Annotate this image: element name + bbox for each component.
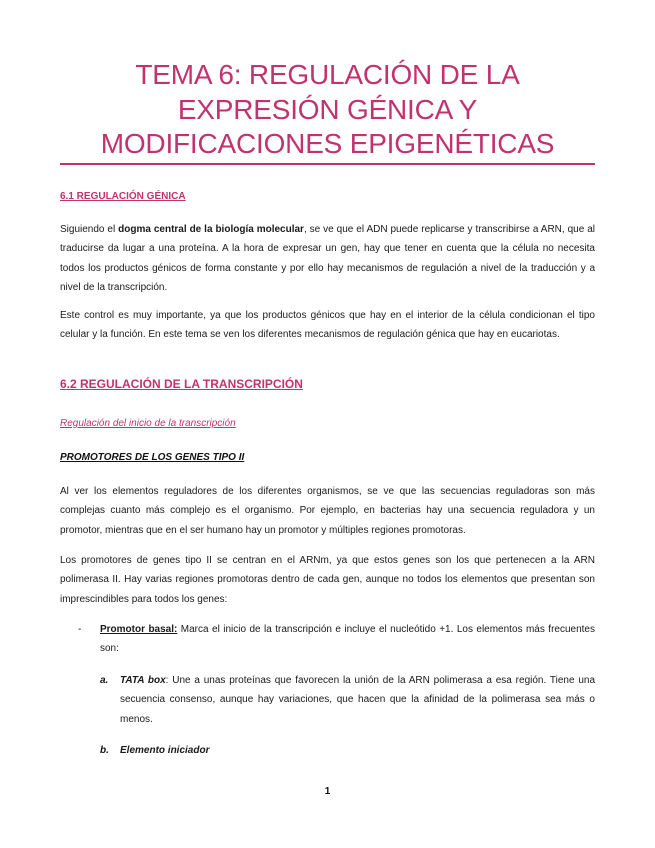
- item-a-marker: a.: [100, 675, 109, 686]
- paragraph-1-pre: Siguiendo el: [60, 224, 119, 235]
- bullet-label: Promotor basal:: [100, 624, 178, 635]
- page-number: 1: [324, 786, 331, 797]
- bullet-text: Marca el inicio de la transcripción e incluye el nucleótido +1. Los elementos más frecuentes son:: [100, 624, 595, 655]
- section-heading-6-2: 6.2 REGULACIÓN DE LA TRANSCRIPCIÓN: [60, 377, 303, 391]
- item-a-text: : Une a unas proteínas que favorecen la unión de la ARN polimerasa a esa región. Tiene una secuencia consenso, aunque hay variaciones, que hacen que la afinidad de la polimerasa sea más o menos.: [120, 675, 596, 725]
- item-a-label: TATA box: [120, 675, 166, 686]
- paragraph-1-post: , se ve que el ADN puede replicarse y transcribirse a ARN, que al traducirse da lugar a una proteína. A la hora de expresar un gen, hay que tener en cuenta que la célula no necesita todos los productos génicos de forma constante y por ello hay mecanismos de regulación a nivel de la traducción y a nivel de la transcripción.: [60, 224, 596, 293]
- promotores-heading: PROMOTORES DE LOS GENES TIPO II: [60, 452, 245, 463]
- page-title: TEMA 6: REGULACIÓN DE LA EXPRESIÓN GÉNICA Y MODIFICACIONES EPIGENÉTICAS: [100, 59, 555, 159]
- paragraph-3: Al ver los elementos reguladores de los diferentes organismos, se ve que las secuencias reguladoras son más complejas cuanto más complejo es el organismo. Por ejemplo, en bacterias hay una secuencia reguladora y un promotor, mientras que en el ser humano hay un promotor y múltiples regiones promotoras.: [60, 486, 595, 536]
- section-heading-6-1: 6.1 REGULACIÓN GÉNICA: [60, 191, 186, 202]
- list-item-elemento-iniciador: [120, 741, 595, 760]
- bullet-marker: -: [78, 624, 82, 635]
- title-divider: [60, 163, 595, 165]
- paragraph-1-bold: dogma central de la biología molecular: [118, 224, 304, 235]
- item-b-marker: b.: [100, 745, 109, 756]
- subsection-heading: Regulación del inicio de la transcripción: [60, 418, 236, 429]
- paragraph-2: Este control es muy importante, ya que los productos génicos que hay en el interior de la célula condicionan el tipo celular y la función. En este tema se ven los diferentes mecanismos de regulación génica que hay en eucariotas.: [60, 310, 595, 341]
- paragraph-1: [60, 220, 595, 297]
- item-b-label: Elemento iniciador: [120, 745, 210, 756]
- paragraph-4: Los promotores de genes tipo II se centran en el ARNm, ya que estos genes son los que pertenecen a la ARN polimerasa II. Hay varias regiones promotoras dentro de cada gen, aunque no todos los elementos que presentan son imprescindibles para todos los genes:: [60, 555, 595, 605]
- list-item-tata-box: [120, 671, 595, 729]
- bullet-item-promotor-basal: [100, 620, 595, 659]
